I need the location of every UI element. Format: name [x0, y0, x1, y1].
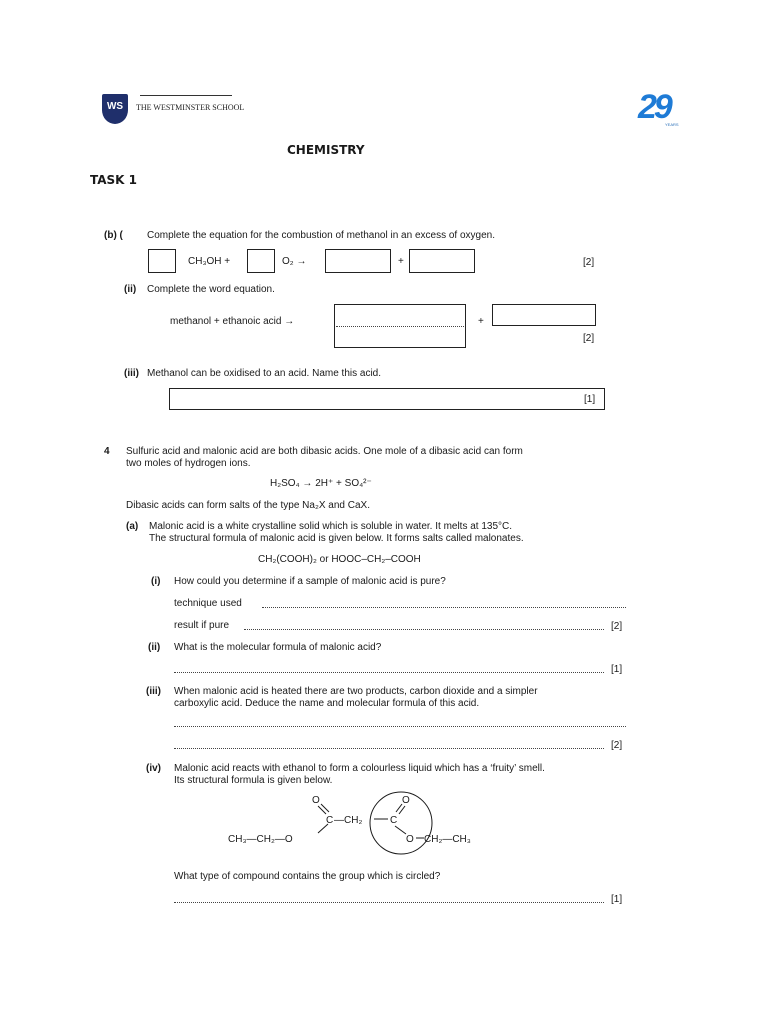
b-i-label: (b) (	[104, 230, 123, 241]
q4-i-question: How could you determine if a sample of malonic acid is pure?	[174, 576, 446, 587]
anniversary-logo: 29	[638, 88, 670, 126]
school-crest: WS	[102, 94, 128, 124]
b-i-answer-box-4[interactable]	[409, 249, 475, 273]
q4-ii-question: What is the molecular formula of malonic acid?	[174, 642, 382, 653]
page-title: CHEMISTRY	[287, 143, 365, 157]
q4-i-marks: [2]	[611, 621, 623, 632]
b-i-eq-methanol: CH₃OH +	[188, 256, 231, 267]
molecule-o-right: O	[406, 834, 414, 845]
q4-iii-label: (iii)	[146, 686, 161, 697]
b-iii-label: (iii)	[124, 368, 139, 379]
q4-iii-answer-line-2[interactable]	[174, 748, 604, 749]
b-i-question: Complete the equation for the combustion of methanol in an excess of oxygen.	[147, 230, 495, 241]
b-ii-marks: [2]	[583, 333, 595, 344]
molecule-o-top-2: O	[402, 795, 410, 806]
q4-iv-line-2: Its structural formula is given below.	[174, 775, 333, 786]
bond-c2-o	[395, 826, 406, 834]
b-iii-answer-box[interactable]	[169, 388, 605, 410]
q4-iii-line-1: When malonic acid is heated there are two products, carbon dioxide and a simpler	[174, 686, 538, 697]
anniversary-logo-sub: YEARS	[665, 122, 679, 127]
q4-iii-marks: [2]	[611, 740, 623, 751]
molecule-c2: C	[390, 815, 398, 826]
q4-intro-line-1: Sulfuric acid and malonic acid are both dibasic acids. One mole of a dibasic acid can form	[126, 446, 523, 457]
q4-i-label: (i)	[151, 576, 161, 587]
school-name: THE WESTMINSTER SCHOOL	[136, 103, 245, 112]
b-i-answer-box-1[interactable]	[148, 249, 176, 273]
q4-a-line-2: The structural formula of malonic acid is given below. It forms salts called malonates.	[149, 533, 524, 544]
b-i-marks: [2]	[583, 257, 595, 268]
molecule-right-group: CH₂—CH₃	[424, 834, 471, 845]
b-i-eq-plus: +	[398, 256, 404, 267]
q4-a-line-1: Malonic acid is a white crystalline solid which is soluble in water. It melts at 135°C.	[149, 521, 513, 532]
q4-i-result-line[interactable]	[244, 629, 604, 630]
b-ii-eq: methanol + ethanoic acid →	[170, 316, 295, 327]
q4-a-label: (a)	[126, 521, 139, 532]
q4-number: 4	[104, 446, 110, 457]
task-heading: TASK 1	[90, 173, 138, 187]
b-iii-marks: [1]	[584, 394, 596, 405]
q4-iv-question: What type of compound contains the group which is circled?	[174, 871, 441, 882]
q4-malonic-formula: CH₂(COOH)₂ or HOOC–CH₂–COOH	[258, 554, 421, 565]
q4-iv-marks: [1]	[611, 894, 623, 905]
b-i-answer-box-3[interactable]	[325, 249, 391, 273]
q4-ii-marks: [1]	[611, 664, 623, 675]
molecule-ch2: —CH₂	[334, 815, 363, 826]
b-ii-box-divider	[336, 326, 464, 327]
q4-i-result-label: result if pure	[174, 620, 230, 631]
q4-equation: H₂SO₄ → 2H⁺ + SO₄²⁻	[270, 478, 372, 489]
b-ii-eq-plus: +	[478, 316, 484, 327]
b-ii-label: (ii)	[124, 284, 137, 295]
q4-intro-line-2: two moles of hydrogen ions.	[126, 458, 251, 469]
ester-structural-formula	[220, 790, 520, 858]
q4-iii-answer-line-1[interactable]	[174, 726, 626, 727]
q4-ii-answer-line[interactable]	[174, 672, 604, 673]
b-i-answer-box-2[interactable]	[247, 249, 275, 273]
school-name-arabic-line	[140, 95, 232, 100]
molecule-o-top-1: O	[312, 795, 320, 806]
q4-ii-label: (ii)	[148, 642, 161, 653]
b-ii-question: Complete the word equation.	[147, 284, 275, 295]
q4-i-technique-line[interactable]	[262, 607, 626, 608]
ester-group-circle	[370, 792, 432, 854]
b-iii-question: Methanol can be oxidised to an acid. Name this acid.	[147, 368, 382, 379]
q4-iii-line-2: carboxylic acid. Deduce the name and molecular formula of this acid.	[174, 698, 480, 709]
q4-iv-label: (iv)	[146, 763, 161, 774]
molecule-c1: C	[326, 815, 334, 826]
molecule-left-group: CH₃—CH₂—O	[228, 834, 293, 845]
q4-iv-line-1: Malonic acid reacts with ethanol to form a colourless liquid which has a ‘fruity’ smell.	[174, 763, 545, 774]
q4-iv-answer-line[interactable]	[174, 902, 604, 903]
b-i-eq-o2: O₂ →	[282, 256, 307, 267]
q4-salts-text: Dibasic acids can form salts of the type Na₂X and CaX.	[126, 500, 370, 511]
q4-i-technique-label: technique used	[174, 598, 242, 609]
b-ii-answer-box-2[interactable]	[492, 304, 596, 326]
